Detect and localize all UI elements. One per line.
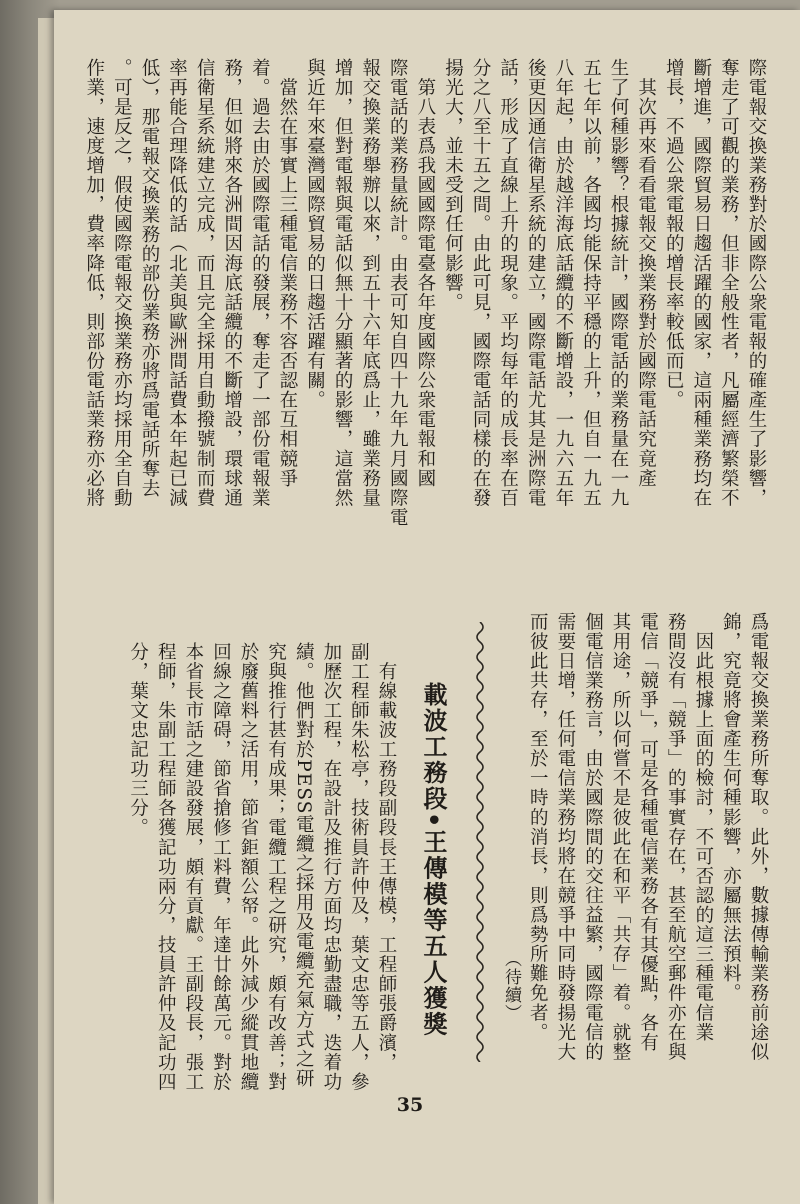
article-lower-text: 爲電報交換業務所奪取。此外，數據傳輸業務前途似 錦，究竟將會產生何種影響，亦屬無法預料。 因此根據上面的檢討，不可否認的這三種電信業 務間沒有「競爭」的事實存在，甚至航空郵件亦在與 電信「競爭」，可是各種電信業務各有其優點，各有 其用途，所以何嘗不是彼此在和平「共存」着。就整 個電信業務言，由於國際間的交往益繁，國際電信的 需要日增，任何電信業務均將在競爭中同時發揚光大 而彼此共存，至於一時的消長，則爲勢所難免者。 [527,612,769,1062]
page-number: 35 [396,1094,424,1116]
article-upper-text: 際電報交換業務對於國際公衆電報的確產生了影響， 奪走了可觀的業務，但非全般性者，凡屬經濟繁榮不 斷增進，國際貿易日趨活躍的國家，這兩種業務均在 增長，不過公衆電報的增長率較低而已。 其次再來看看電報交換業務對於國際電話究竟產 生了何種影響？根據統計，國際電話的業務量在一九 五七年以前，各國均能保持平穩的上升，但自一九五 八年起，由於越洋海底話纜的不斷增設，一九六五年 後更因通信衛星系統的建立，國際電話尤其是洲際電 話，形成了直線上升的現象。平均每年的成長率在百 分之八至十五之間。由此可見，國際電話同樣的在發 揚光大，並未受到任何影響。 第八表爲我國國際電臺各年度國際公衆電報和國 際電話的業務量統計。由表可知自四十九年九月國際電 報交換業務舉辦以來，到五十六年底爲止，雖業務量 增加，但對電報與電話似無十分顯著的影響，這當然 與近年來臺灣國際貿易的日趨活躍有關。 當然在事實上三種電信業務不容否認在互相競爭 着。過去由於國際電話的發展，奪走了一部份電報業 務，但如將來各洲間因海底話纜的不斷增設，環球通 信衛星系統建立完成，而且完全採用自動撥號制而費 率再能合理降低的話（北美與歐洲間話費本年起已減 低），那電報交換業務的部份業務亦將爲電話所奪去 。可是反之，假使國際電報交換業務亦均採用全自動 作業，速度增加，費率降低，則部份電話業務亦必將 [83,58,767,528]
award-headline: 載波工務段•王傳模等五人獲獎 [419,682,448,1038]
wavy-divider [468,622,492,1062]
to-be-continued-note: （待續） [501,950,521,1023]
award-body-text: 有線載波工務段副段長王傳模，工程師張爵濱， 副工程師朱松亭，技術員許仲及，葉文忠等五人，參 加歷次工程，在設計及推行方面均忠勤盡職，迭着功 績。他們對於PESS電纜之採用及電纜充氣方式之研 究與推行甚有成果；電纜工程之研究，頗有改善；對 於廢舊料之活用，節省鉅額公帑。此外減少縱貫地纜 回線之障碍，節省搶修工料費，年達廿餘萬元。對於 本省長市話之建設發展，頗有貢獻。王副段長，張工 程師，朱副工程師各獲記功兩分，技員許仲及記功四 分，葉文忠記功三分。 [127,642,397,1092]
